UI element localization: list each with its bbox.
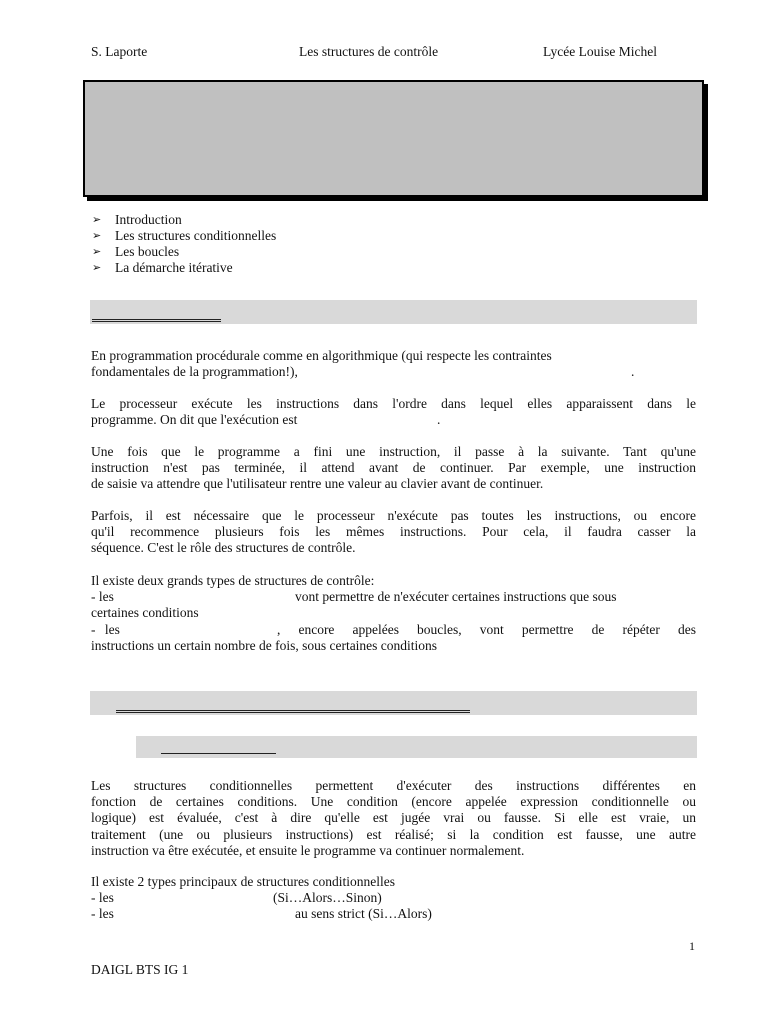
intro-paragraph-5: Il existe deux grands types de structures de contrôle: - les vont permettre de n'exécuter certaines instructions que sous certaines conditions - les , encore appelées boucles, vont permettre de répéter des instructions un certain nombre de fois, sous certaines conditions bbox=[91, 573, 696, 653]
toc-item: ➢ La démarche itérative bbox=[92, 260, 233, 275]
header-title: Les structures de contrôle bbox=[299, 44, 439, 59]
arrow-bullet-icon: ➢ bbox=[92, 261, 102, 274]
header-school: Lycée Louise Michel bbox=[543, 44, 657, 59]
table-of-contents bbox=[92, 212, 276, 276]
conditional-paragraph-2: Il existe 2 types principaux de structures conditionnelles - les (Si…Alors…Sinon) - les au sens strict (Si…Alors) bbox=[91, 874, 432, 922]
toc-item: ➢ Introduction bbox=[92, 212, 182, 227]
intro-paragraph-1: En programmation procédurale comme en algorithmique (qui respecte les contraintes fondamentales de la programmation!), . bbox=[91, 348, 635, 380]
intro-paragraph-4: Parfois, il est nécessaire que le processeur n'exécute pas toutes les instructions, ou encore qu'il recommence plusieurs fois les mêmes instructions. Pour cela, il faudra casser la séquence. C'est le rôle des structures de contrôle. bbox=[91, 508, 696, 556]
title-box bbox=[83, 80, 704, 197]
arrow-bullet-icon: ➢ bbox=[92, 245, 102, 258]
section-heading-underline bbox=[116, 710, 470, 713]
intro-paragraph-3: Une fois que le programme a fini une instruction, il passe à la suivante. Tant qu'une instruction n'est pas terminée, il attend avant de continuer. Par exemple, une instruction de saisie va attendre que l'utilisateur rentre une valeur au clavier avant de continuer. bbox=[91, 444, 696, 492]
section-heading-underline bbox=[92, 319, 221, 322]
arrow-bullet-icon: ➢ bbox=[92, 229, 102, 242]
toc-item: ➢ Les structures conditionnelles bbox=[92, 228, 277, 243]
header-author: S. Laporte bbox=[91, 44, 148, 59]
toc-item: ➢ Les boucles bbox=[92, 244, 180, 259]
subsection-heading-underline bbox=[161, 753, 276, 754]
footer-course: DAIGL BTS IG 1 bbox=[91, 962, 189, 977]
arrow-bullet-icon: ➢ bbox=[92, 213, 102, 226]
conditional-paragraph-1: Les structures conditionnelles permettent d'exécuter des instructions différentes en fonction de certaines conditions. Une condition (encore appelée expression conditionnelle ou logique) est évaluée, c'est à dire qu'elle est jugée vrai ou fausse. Si elle est vraie, un traitement (une ou plusieurs instructions) est réalisé; si la condition est fausse, une autre instruction va être exécutée, et ensuite le programme va continuer normalement. bbox=[91, 778, 696, 858]
intro-paragraph-2: Le processeur exécute les instructions dans l'ordre dans lequel elles apparaissent dans le programme. On dit que l'exécution est . bbox=[91, 396, 696, 428]
subsection-heading-band bbox=[136, 736, 697, 758]
page-number: 1 bbox=[689, 939, 695, 953]
